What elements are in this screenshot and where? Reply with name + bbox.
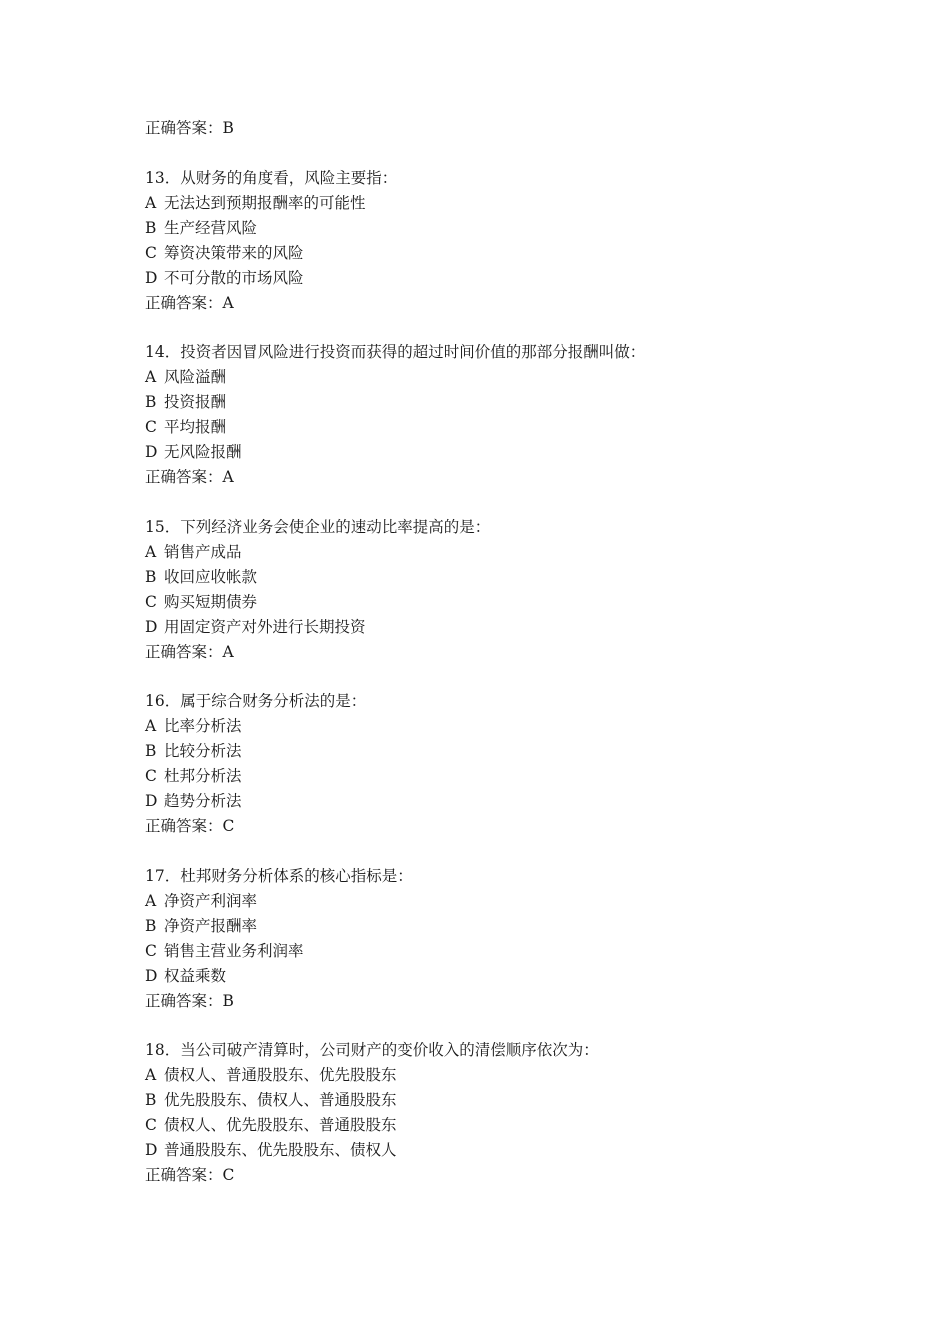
option-letter: B bbox=[145, 218, 157, 237]
option-text: 净资产利润率 bbox=[164, 891, 258, 910]
option-letter: D bbox=[145, 617, 158, 636]
option-letter: A bbox=[145, 368, 157, 386]
option-text: 比率分析法 bbox=[164, 717, 242, 735]
option-text: 用固定资产对外进行长期投资 bbox=[164, 617, 366, 636]
option-letter: C bbox=[145, 243, 157, 262]
option-text: 销售主营业务利润率 bbox=[164, 941, 304, 960]
option-item bbox=[145, 764, 845, 789]
answer-line bbox=[145, 814, 845, 839]
option-item bbox=[145, 440, 845, 465]
option-text: 生产经营风险 bbox=[164, 218, 258, 237]
question-block bbox=[145, 864, 845, 1014]
question-block bbox=[145, 340, 845, 490]
option-text: 无法达到预期报酬率的可能性 bbox=[164, 193, 366, 212]
option-text: 筹资决策带来的风险 bbox=[164, 243, 304, 262]
option-text: 净资产报酬率 bbox=[164, 916, 258, 935]
question-stem: 16．属于综合财务分析法的是： bbox=[145, 692, 367, 710]
option-letter: A bbox=[145, 717, 157, 735]
option-text: 比较分析法 bbox=[164, 742, 242, 760]
option-text: 债权人、优先股股东、普通股股东 bbox=[164, 1116, 397, 1134]
option-item bbox=[145, 216, 845, 241]
spacer bbox=[145, 490, 845, 515]
answer-line bbox=[145, 291, 845, 316]
option-item bbox=[145, 241, 845, 266]
answer-label: 正确答案： bbox=[145, 1166, 223, 1184]
option-item bbox=[145, 964, 845, 989]
option-letter: D bbox=[145, 443, 158, 461]
option-letter: A bbox=[145, 542, 157, 561]
answer-value: C bbox=[222, 1166, 235, 1184]
answer-line bbox=[145, 989, 845, 1014]
option-item bbox=[145, 739, 845, 764]
option-text: 无风险报酬 bbox=[164, 443, 242, 461]
question-block bbox=[145, 689, 845, 839]
question-stem: 15．下列经济业务会使企业的速动比率提高的是： bbox=[145, 517, 491, 536]
option-letter: C bbox=[145, 1116, 157, 1134]
option-item bbox=[145, 1113, 845, 1138]
answer-value: B bbox=[222, 119, 234, 137]
option-item bbox=[145, 390, 845, 415]
spacer bbox=[145, 316, 845, 341]
option-letter: D bbox=[145, 792, 158, 810]
option-text: 优先股股东、债权人、普通股股东 bbox=[164, 1091, 397, 1109]
option-letter: A bbox=[145, 193, 157, 212]
option-item bbox=[145, 1138, 845, 1163]
option-text: 风险溢酬 bbox=[164, 368, 227, 386]
option-item bbox=[145, 714, 845, 739]
spacer bbox=[145, 1014, 845, 1039]
document-page bbox=[145, 116, 845, 1188]
option-letter: C bbox=[145, 418, 157, 436]
option-letter: B bbox=[145, 1091, 157, 1109]
question-stem: 18．当公司破产清算时，公司财产的变价收入的清偿顺序依次为： bbox=[145, 1041, 599, 1059]
option-item bbox=[145, 789, 845, 814]
option-text: 购买短期债券 bbox=[164, 592, 258, 611]
answer-value: C bbox=[222, 817, 235, 835]
option-item bbox=[145, 914, 845, 939]
option-text: 普通股股东、优先股股东、债权人 bbox=[164, 1141, 397, 1159]
option-item bbox=[145, 266, 845, 291]
option-item bbox=[145, 590, 845, 615]
spacer bbox=[145, 141, 845, 166]
option-item bbox=[145, 191, 845, 216]
option-letter: B bbox=[145, 567, 157, 586]
option-letter: A bbox=[145, 1066, 157, 1084]
option-text: 趋势分析法 bbox=[164, 792, 242, 810]
answer-label: 正确答案： bbox=[145, 468, 223, 486]
option-letter: C bbox=[145, 941, 157, 960]
answer-value: A bbox=[222, 468, 234, 486]
option-item bbox=[145, 939, 845, 964]
answer-line bbox=[145, 116, 845, 141]
answer-value: A bbox=[222, 293, 234, 312]
answer-label: 正确答案： bbox=[145, 817, 223, 835]
spacer bbox=[145, 839, 845, 864]
option-item bbox=[145, 1063, 845, 1088]
question-block bbox=[145, 166, 845, 316]
option-text: 收回应收帐款 bbox=[164, 567, 258, 586]
answer-label: 正确答案： bbox=[145, 293, 223, 312]
question-stem: 17．杜邦财务分析体系的核心指标是： bbox=[145, 866, 413, 885]
option-text: 杜邦分析法 bbox=[164, 767, 242, 785]
option-letter: A bbox=[145, 891, 157, 910]
answer-value: A bbox=[222, 642, 234, 661]
option-item bbox=[145, 365, 845, 390]
option-item bbox=[145, 889, 845, 914]
option-text: 不可分散的市场风险 bbox=[164, 268, 304, 287]
question-stem: 14．投资者因冒风险进行投资而获得的超过时间价值的那部分报酬叫做： bbox=[145, 343, 646, 361]
question-block bbox=[145, 1038, 845, 1188]
option-item bbox=[145, 540, 845, 565]
option-letter: B bbox=[145, 916, 157, 935]
option-text: 债权人、普通股股东、优先股股东 bbox=[164, 1066, 397, 1084]
answer-line bbox=[145, 465, 845, 490]
option-item bbox=[145, 615, 845, 640]
option-text: 投资报酬 bbox=[164, 393, 227, 411]
answer-label: 正确答案： bbox=[145, 119, 223, 137]
option-letter: D bbox=[145, 268, 158, 287]
answer-line bbox=[145, 640, 845, 665]
option-item bbox=[145, 415, 845, 440]
option-letter: D bbox=[145, 966, 158, 985]
option-item bbox=[145, 565, 845, 590]
question-stem: 13．从财务的角度看，风险主要指： bbox=[145, 168, 398, 187]
spacer bbox=[145, 665, 845, 690]
answer-line bbox=[145, 1163, 845, 1188]
option-item bbox=[145, 1088, 845, 1113]
option-text: 销售产成品 bbox=[164, 542, 242, 561]
option-text: 平均报酬 bbox=[164, 418, 227, 436]
answer-label: 正确答案： bbox=[145, 642, 223, 661]
option-text: 权益乘数 bbox=[164, 966, 227, 985]
option-letter: C bbox=[145, 592, 157, 611]
option-letter: B bbox=[145, 742, 157, 760]
option-letter: D bbox=[145, 1141, 158, 1159]
option-letter: B bbox=[145, 393, 157, 411]
answer-label: 正确答案： bbox=[145, 991, 223, 1010]
question-block bbox=[145, 515, 845, 665]
option-letter: C bbox=[145, 767, 157, 785]
answer-value: B bbox=[222, 991, 234, 1010]
